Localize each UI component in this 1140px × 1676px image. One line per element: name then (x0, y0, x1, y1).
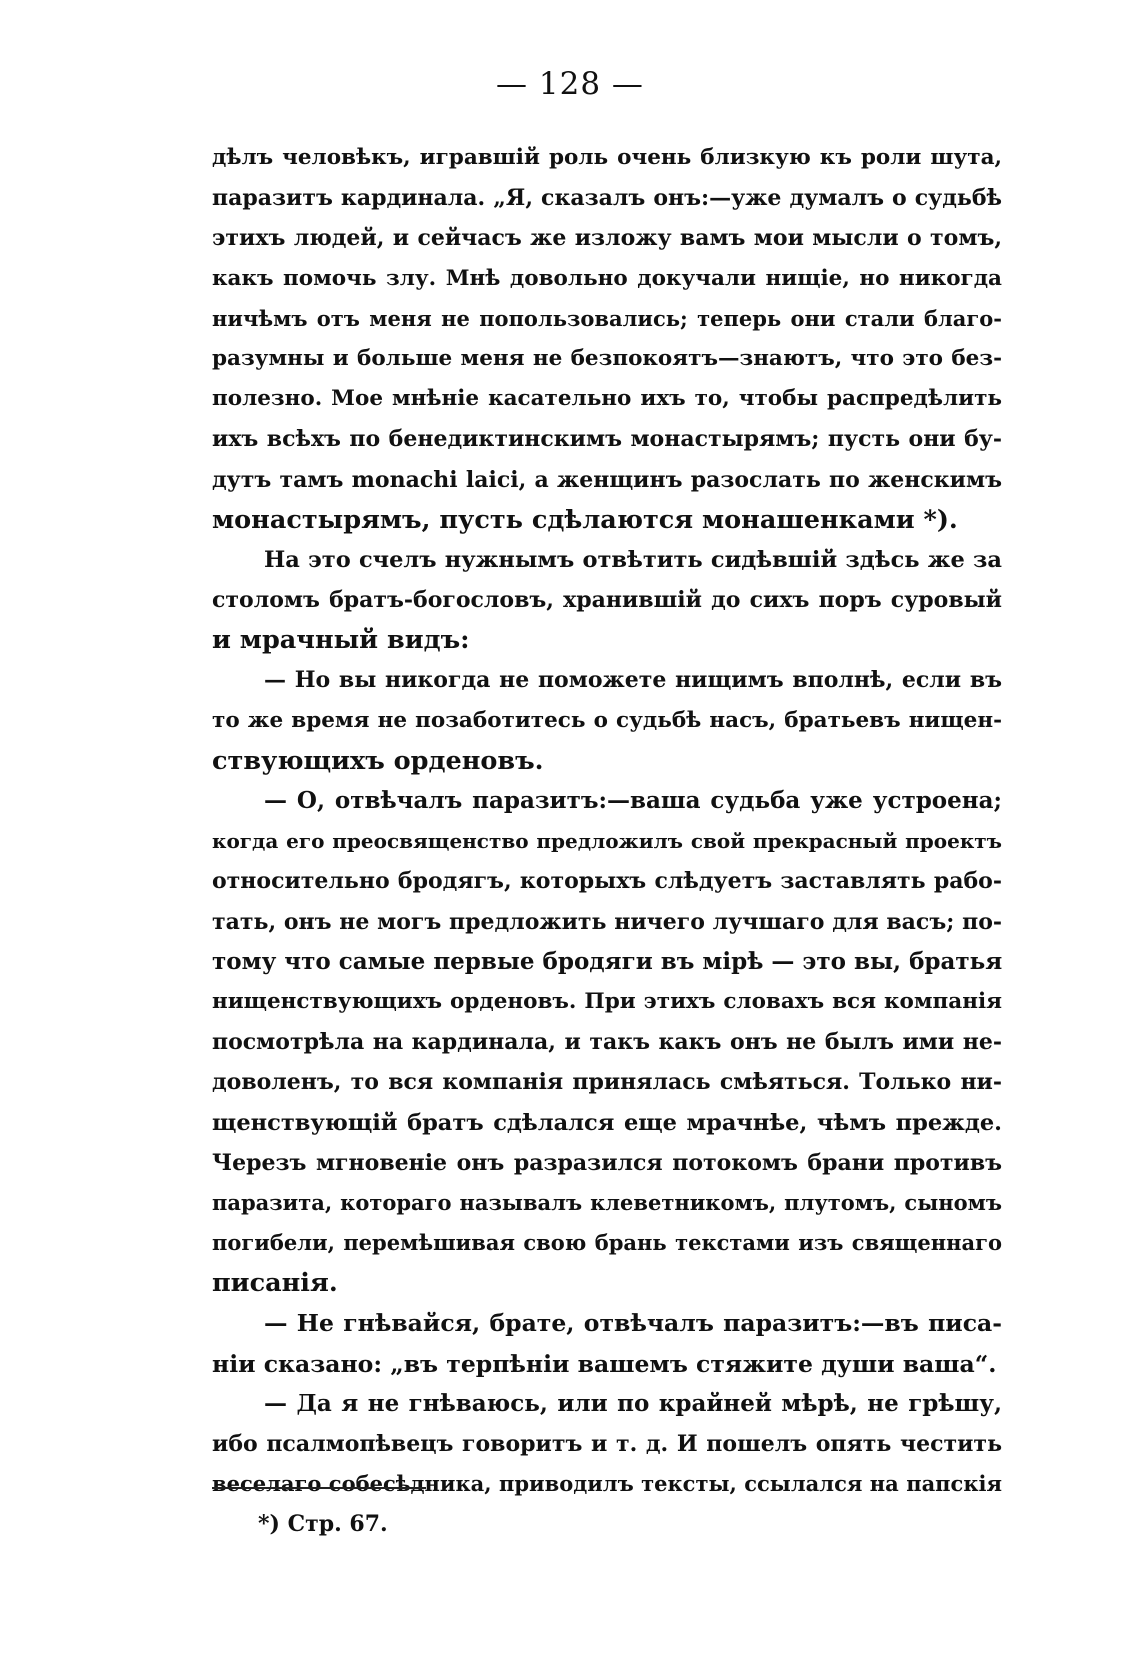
text-line: — О, отвѣчалъ паразитъ:—ваша судьба уже устроена; (264, 787, 1002, 814)
text-line: какъ помочь злу. Мнѣ довольно докучали нищіе, но никогда (212, 265, 1002, 291)
text-line: тому что самые первые бродяги въ мірѣ — это вы, братья (212, 947, 1002, 975)
text-line: полезно. Мое мнѣніе касательно ихъ то, чтобы распредѣлить (212, 386, 1002, 412)
text-line: — Не гнѣвайся, брате, отвѣчалъ паразитъ:—въ писа- (264, 1309, 1002, 1338)
text-line: ихъ всѣхъ по бенедиктинскимъ монастырямъ; пусть они бу- (212, 426, 1002, 453)
text-line: щенствующій братъ сдѣлался еще мрачнѣе, чѣмъ прежде. (212, 1109, 1002, 1136)
text-line: тать, онъ не могъ предложить ничего лучшаго для васъ; по- (212, 908, 1002, 935)
text-line: ствующихъ орденовъ. (212, 745, 544, 776)
text-line: ибо псалмопѣвецъ говоритъ и т. д. И пошелъ опять честить (212, 1431, 1002, 1457)
text-line: паразитъ кардинала. „Я, сказалъ онъ:—уже думалъ о судьбѣ (212, 185, 1002, 212)
text-line: столомъ братъ-богословъ, хранившій до сихъ поръ суровый (212, 587, 1002, 614)
text-line: — Да я не гнѣваюсь, или по крайней мѣрѣ, не грѣшу, (264, 1389, 1002, 1417)
text-line: посмотрѣла на кардинала, и такъ какъ онъ не былъ ими не- (212, 1029, 1002, 1056)
footnote: *) Стр. 67. (258, 1511, 388, 1537)
text-line: и мрачный видъ: (212, 625, 470, 656)
text-line: Черезъ мгновеніе онъ разразился потокомъ брани противъ (212, 1149, 1002, 1176)
footnote-divider (212, 1487, 426, 1489)
text-line: этихъ людей, и сейчасъ же изложу вамъ мои мысли о томъ, (212, 225, 1002, 252)
text-line: веселаго собесѣдника, приводилъ тексты, ссылался на папскія (212, 1471, 1002, 1497)
text-line: доволенъ, то вся компанія принялась смѣяться. Только ни- (212, 1069, 1002, 1096)
text-line: монастырямъ, пусть сдѣлаются монашенками *). (212, 504, 958, 535)
text-line: то же время не позаботитесь о судьбѣ насъ, братьевъ нищен- (212, 707, 1002, 733)
text-line: писанія. (212, 1268, 338, 1299)
page-number: — 128 — (496, 66, 644, 102)
text-line: На это счелъ нужнымъ отвѣтить сидѣвшій здѣсь же за (264, 546, 1002, 573)
text-line: относительно бродягъ, которыхъ слѣдуетъ заставлять рабо- (212, 868, 1002, 895)
text-line: ніи сказано: „въ терпѣніи вашемъ стяжите души ваша“. (212, 1349, 997, 1378)
text-line: разумны и больше меня не безпокоятъ—знаютъ, что это без- (212, 345, 1002, 371)
body-text (212, 138, 1002, 1504)
text-line: дутъ тамъ monachi laici, а женщинъ разослать по женскимъ (212, 466, 1002, 493)
text-line: когда его преосвященство предложилъ свой прекрасный проектъ (212, 829, 1002, 854)
text-line: — Но вы никогда не поможете нищимъ вполнѣ, если въ (264, 667, 1002, 694)
text-line: ничѣмъ отъ меня не попользовались; теперь они стали благо- (212, 305, 1002, 331)
text-line: погибели, перемѣшивая свою брань текстами изъ священнаго (212, 1230, 1002, 1256)
text-line: нищенствующихъ орденовъ. При этихъ словахъ вся компанія (212, 988, 1002, 1014)
text-line: паразита, котораго называлъ клеветникомъ, плутомъ, сыномъ (212, 1189, 1002, 1215)
text-line: дѣлъ человѣкъ, игравшій роль очень близкую къ роли шута, (212, 145, 1002, 170)
